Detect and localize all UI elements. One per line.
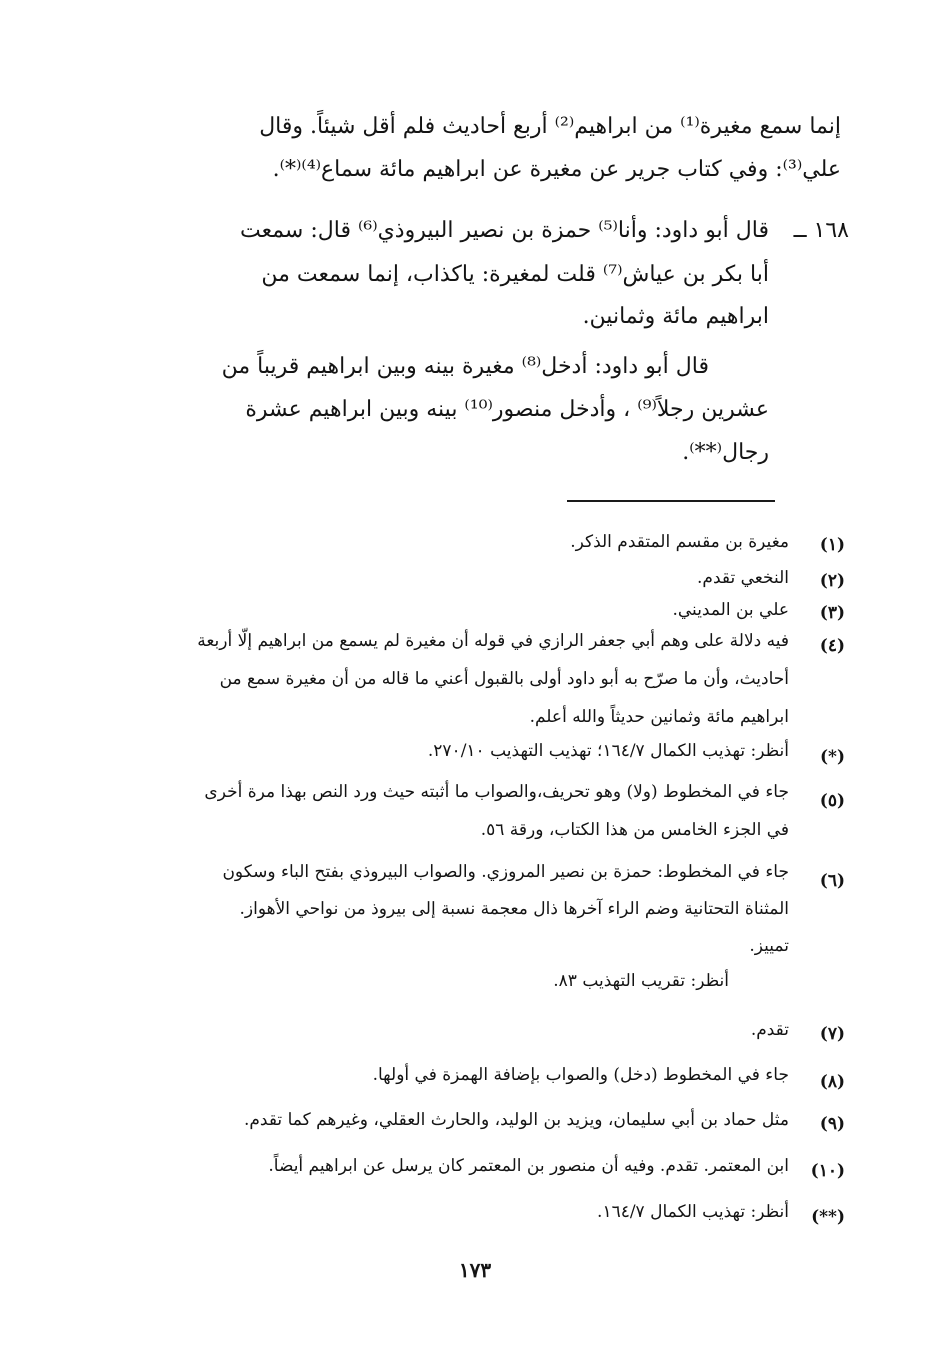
footnote-line: فيه دلالة على وهم أبي جعفر الرازي في قوله أن مغيرة لم يسمع من ابراهيم إلّا أربعة [197, 631, 789, 651]
main-text-line: قال أبو داود: أدخل⁽⁸⁾ مغيرة بينه وبين ابراهيم قريباً من [221, 354, 709, 379]
main-text-line: أبا بكر بن عياش⁽⁷⁾ قلت لمغيرة: ياكذاب، إنما سمعت من [261, 262, 769, 287]
footnote-number: (١) [819, 535, 845, 555]
footnote-line: أنظر: تهذيب الكمال ١٦٤/٧؛ تهذيب التهذيب ٢٧٠/١٠. [427, 741, 789, 761]
footnote-line: جاء في المخطوط (دخل) والصواب بإضافة الهمزة في أولها. [372, 1065, 789, 1085]
footnote-line: في الجزء الخامس من هذا الكتاب، ورقة ٥٦. [480, 820, 789, 840]
footnote-number: (١٠) [810, 1161, 845, 1181]
footnote-line: علي بن المديني. [672, 600, 789, 620]
footnote-number: (٦) [819, 871, 845, 891]
footnote-number: (**) [811, 1207, 845, 1227]
main-text-line: رجال⁽**⁾. [682, 440, 769, 465]
main-text-line: قال أبو داود: وأنا⁽⁵⁾ حمزة بن نصير البيروذي⁽⁶⁾ قال: سمعت [239, 218, 769, 243]
footnote-line: تمييز. [749, 936, 789, 956]
footnote-number: (٤) [819, 636, 845, 656]
footnote-number: (٨) [819, 1072, 845, 1092]
footnote-line: جاء في المخطوط (ولا) وهو تحريف،والصواب ما أثبته حيث ورد النص بهذا مرة أخرى [204, 782, 789, 802]
footnote-number: (*) [820, 747, 845, 767]
footnote-number: (٥) [819, 791, 845, 811]
footnote-line: ابن المعتمر. تقدم. وفيه أن منصور بن المعتمر كان يرسل عن ابراهيم أيضاً. [268, 1156, 789, 1176]
footnote-number: (٣) [819, 603, 845, 623]
footnote-line: جاء في المخطوط: حمزة بن نصير المروزي. والصواب البيروذي بفتح الباء وسكون [222, 862, 789, 882]
footnote-number: (٩) [819, 1114, 845, 1134]
footnote-line: أنظر: تهذيب الكمال ١٦٤/٧. [597, 1202, 789, 1222]
footnote-number: (٧) [819, 1024, 845, 1044]
footnote-line: تقدم. [750, 1020, 789, 1040]
footnote-line: أنظر: تقريب التهذيب ٨٣. [553, 971, 729, 991]
footnote-line: أحاديث، وأن ما صرّح به أبو داود أولى بالقبول أعني ما قاله من أن مغيرة سمع من [219, 669, 789, 689]
main-text-line: ابراهيم مائة وثمانين. [582, 304, 769, 329]
main-text-line: إنما سمع مغيرة⁽¹⁾ من ابراهيم⁽²⁾ أربع أحاديث فلم أقل شيئاً. وقال [259, 114, 841, 139]
footnote-divider [567, 500, 775, 502]
entry-number: ١٦٨ ــ [793, 218, 849, 243]
main-text-line: عشرين رجلاً⁽⁹⁾ ، وأدخل منصور⁽¹⁰⁾ بينه وبين ابراهيم عشرة [245, 397, 769, 422]
footnote-line: المثناة التحتانية وضم الراء آخرها ذال معجمة نسبة إلى بيروذ من نواحي الأهواز. [239, 899, 789, 919]
footnote-line: مثل حماد بن أبي سليمان، ويزيد بن الوليد، والحارث العقلي، وغيرهم كما تقدم. [243, 1110, 789, 1130]
footnote-line: ابراهيم مائة وثمانين حديثاً والله أعلم. [529, 707, 789, 727]
main-text-line: علي⁽³⁾: وفي كتاب جرير عن مغيرة عن ابراهيم مائة سماع⁽⁴⁾⁽*⁾. [272, 157, 841, 182]
footnote-line: النخعي تقدم. [697, 568, 789, 588]
footnote-number: (٢) [819, 571, 845, 591]
page-number: ١٧٣ [458, 1258, 492, 1282]
footnote-line: مغيرة بن مقسم المتقدم الذكر. [570, 532, 789, 552]
